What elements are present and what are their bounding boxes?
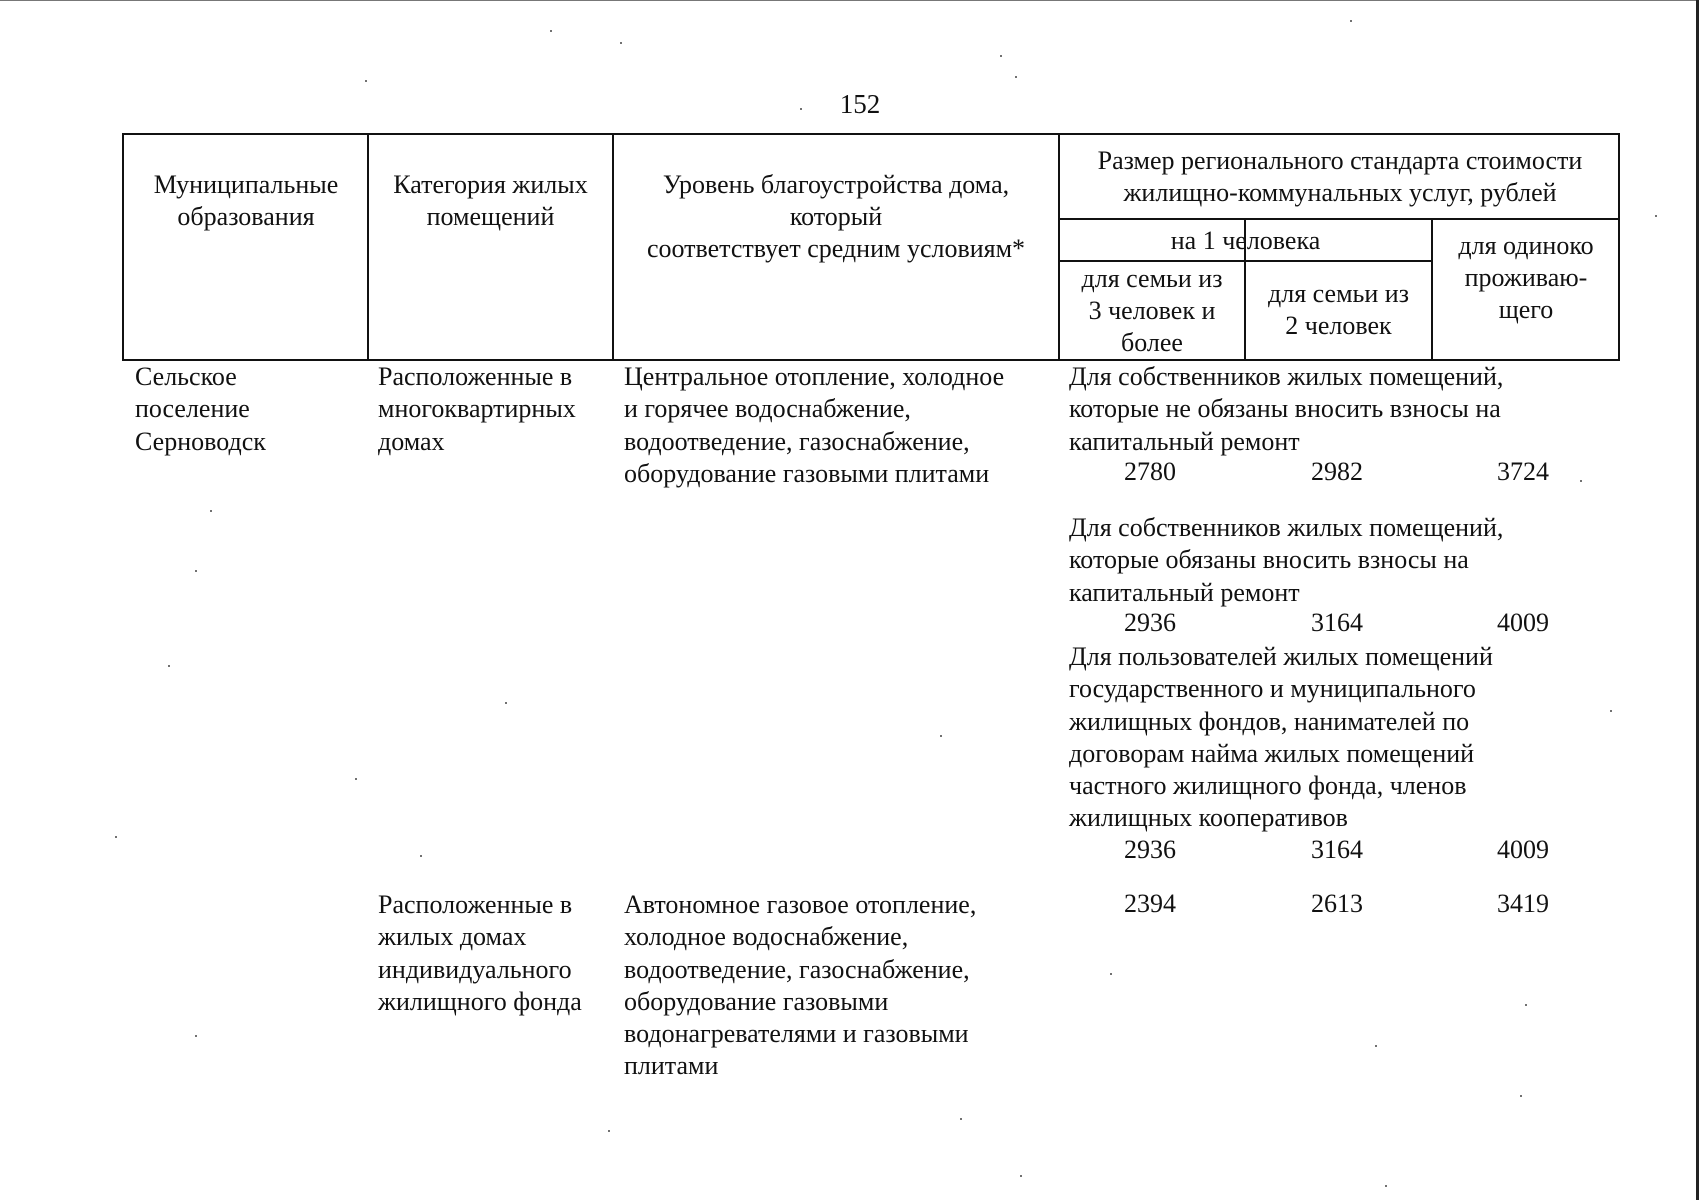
group-c-family2: 3164 (1311, 835, 1363, 864)
municipality-name: Сельское поселение Серноводск (135, 362, 266, 456)
scan-speck (1520, 1095, 1522, 1097)
group-c-single: 4009 (1497, 835, 1549, 864)
scan-speck (800, 108, 802, 110)
scan-speck (365, 80, 367, 82)
scan-speck (420, 855, 422, 857)
scan-speck (550, 30, 552, 32)
scan-speck (1015, 76, 1017, 78)
scan-speck (195, 1035, 197, 1037)
group-c-family3: 2936 (1124, 835, 1176, 864)
scan-speck (1000, 55, 1002, 57)
header-family3: для семьи из 3 человек и более (1081, 264, 1223, 357)
scan-speck (115, 836, 117, 838)
header-level: Уровень благоустройства дома, который соответствует средним условиям* (646, 170, 1026, 263)
scan-speck (1350, 20, 1352, 22)
group-a-label: Для собственников жилых помещений, которые не обязаны вносить взносы на капитальный ремонт (1069, 362, 1504, 456)
scan-speck (1580, 480, 1582, 482)
category-individual-houses: Расположенные в жилых домах индивидуального жилищного фонда (378, 890, 582, 1016)
scan-speck (505, 702, 507, 704)
scan-speck (168, 665, 170, 667)
scan-speck (1375, 1045, 1377, 1047)
scan-speck (620, 42, 622, 44)
scan-speck (1655, 215, 1657, 217)
row2-family2: 2613 (1311, 889, 1363, 918)
header-standard: Размер регионального стандарта стоимости жилищно-коммунальных услуг, рублей (1097, 146, 1583, 207)
group-b-family3: 2936 (1124, 608, 1176, 637)
header-single: для одиноко проживаю- щего (1458, 231, 1594, 324)
scan-speck (1525, 1004, 1527, 1006)
group-b-family2: 3164 (1311, 608, 1363, 637)
divider-row2 (1058, 260, 1431, 262)
group-a-single: 3724 (1497, 457, 1549, 486)
scan-speck (960, 1118, 962, 1120)
scan-speck (1610, 710, 1612, 712)
group-a-family3: 2780 (1124, 457, 1176, 486)
header-municipal: Муниципальные образования (153, 170, 339, 231)
header-table (122, 133, 1620, 361)
scan-speck (1110, 973, 1112, 975)
scan-speck (1385, 1185, 1387, 1187)
scan-speck (210, 510, 212, 512)
page-number: 152 (839, 89, 881, 119)
group-a-family2: 2982 (1311, 457, 1363, 486)
scan-top-edge (0, 0, 1699, 1)
scan-speck (355, 778, 357, 780)
row2-family3: 2394 (1124, 889, 1176, 918)
scan-speck (195, 570, 197, 572)
group-b-single: 4009 (1497, 608, 1549, 637)
header-per-person: на 1 человека (1170, 226, 1321, 255)
header-family2: для семьи из 2 человек (1268, 279, 1409, 340)
scan-speck (940, 735, 942, 737)
row2-single: 3419 (1497, 889, 1549, 918)
group-c-label: Для пользователей жилых помещений государственного и муниципального жилищных фондов, нанимателей по договорам найма жилых помещений частного жилищного фонда, членов жилищных кооперативов (1069, 642, 1493, 833)
group-b-label: Для собственников жилых помещений, которые обязаны вносить взносы на капитальный ремонт (1069, 513, 1504, 607)
divider-row1 (1058, 218, 1620, 220)
level-central-heating: Центральное отопление, холодное и горячее водоснабжение, водоотведение, газоснабжение, оборудование газовыми плитами (624, 362, 1005, 488)
header-category: Категория жилых помещений (393, 170, 588, 231)
scan-speck (1020, 1175, 1022, 1177)
scan-speck (608, 1130, 610, 1132)
category-apartment-buildings: Расположенные в многоквартирных домах (378, 362, 576, 456)
level-autonomous-heating: Автономное газовое отопление, холодное водоснабжение, водоотведение, газоснабжение, оборудование газовыми водонагревателями и газовыми плитами (624, 890, 977, 1081)
